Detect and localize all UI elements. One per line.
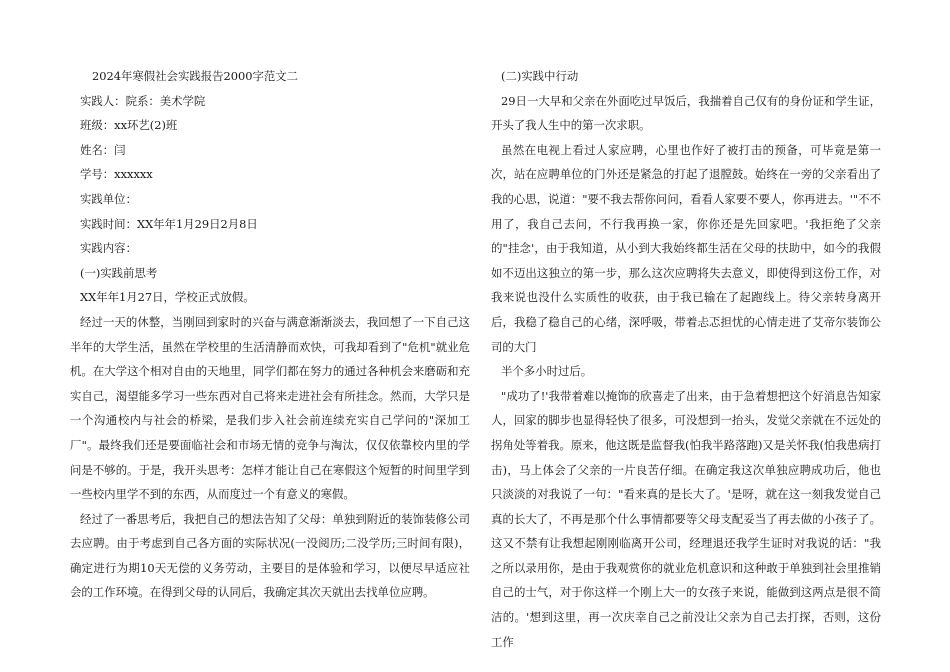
- left-column: [70, 64, 470, 605]
- name-line: 姓名：闫: [80, 142, 126, 157]
- document-title: 2024年寒假社会实践报告2000字范文二: [92, 69, 299, 83]
- right-column: [491, 64, 881, 654]
- practitioner-line: 实践人：院系：美术学院: [80, 93, 206, 108]
- paragraph: "成功了!'我带着难以掩饰的欣喜走了出来，由于急着想把这个好消息告知家人，回家的脚步也显得轻快了很多，可没想到一抬头，发觉父亲就在不远处的拐角处等着我。原来，他这既是监督我(怕我半路落跑)又是关怀我(怕我患病打击)，马上体会了父亲的一片良苦仔细。在确定我这次单独应聘成功后，他也只淡淡的对我说了一句："看来真的是长大了。'是呀，就在这一刻我发觉自己真的长大了，不再是那个什么事情都要等父母支配妥当了再去做的小孩子了。这又不禁有让我想起刚刚临离开公司，经理退还我学生证时对我说的话："我之所以录用你，是由于我观赏你的就业危机意识和这种敢于单独到社会里推销自己的士气，对于你这样一个刚上大一的女孩子来说，能做到这两点是很不简洁的。'想到这里，再一次庆幸自己之前没让父亲为自己去打探，否则，这份工作: [491, 388, 881, 649]
- section-heading-2: (二)实践中行动: [501, 69, 579, 83]
- paragraph: 29日一大早和父亲在外面吃过早饭后，我揣着自己仅有的身份证和学生证，开头了我人生中的第一次求职。: [491, 93, 881, 133]
- paragraph: 经过了一番思考后，我把自己的想法告知了父母：单独到附近的装饰装修公司去应聘。由于考虑到自己各方面的实际状况(一没阅历;二没学历;三时间有限)，确定进行为期10天无偿的义务劳动，主要目的是体验和学习，以便尽早适应社会的工作环境。在得到父母的认同后，我确定其次天就出去找单位应聘。: [70, 511, 470, 600]
- section-heading-1: (一)实践前思考: [80, 265, 158, 280]
- paragraph: 半个多小时过后。: [501, 364, 593, 379]
- student-id-line: 学号：xxxxxx: [80, 167, 153, 182]
- date-line: XX年年1月27日，学校正式放假。: [80, 290, 255, 305]
- unit-line: 实践单位：: [80, 191, 137, 206]
- class-line: 班级：xx环艺(2)班: [80, 118, 178, 133]
- paragraph: 经过一天的休整，当刚回到家时的兴奋与满意渐渐淡去，我回想了一下自己这半年的大学生活，虽然在学校里的生活清静而欢快，可我却看到了"危机"就业危机。在大学这个相对自由的天地里，同学们都在努力的通过各种机会来磨砺和充实自己，渴望能多学习一些东西对自己将来走进社会有所挂念。然而，大学只是一个沟通校内与社会的桥梁，是我们步入社会前连续充实自己学问的"深加工厂"。最终我们还是要面临社会和市场无情的竞争与淘汰，仅仅依靠校内里的学问是不够的。于是，我开头思考：怎样才能让自己在寒假这个短暂的时间里学到一些校内里学不到的东西，从而度过一个有意义的寒假。: [70, 314, 470, 502]
- content-line: 实践内容：: [80, 241, 137, 256]
- time-line: 实践时间：XX年年1月29日2月8日: [80, 216, 258, 231]
- paragraph: 虽然在电视上看过人家应聘，心里也作好了被打击的预备，可毕竟是第一次，站在应聘单位的门外还是紧急的打起了退膛鼓。始终在一旁的父亲看出了我的心思，说道："要不我去帮你问问，看看人家要不要人，你再进去。'"不不用了，我自己去问，不行我再换一家，你你还是先回家吧。'我拒绝了父亲的"挂念'，由于我知道，从小到大我始终都生活在父母的扶助中，如今的我假如不迈出这独立的第一步，那么这次应聘将失去意义，即使得到这份工作，对我来说也没什么实质性的收获，由于我已输在了起跑线上。待父亲转身离开后，我稳了稳自己的心绪，深呼吸，带着忐忑担忧的心情走进了艾帝尔装饰公司的大门: [491, 142, 881, 354]
